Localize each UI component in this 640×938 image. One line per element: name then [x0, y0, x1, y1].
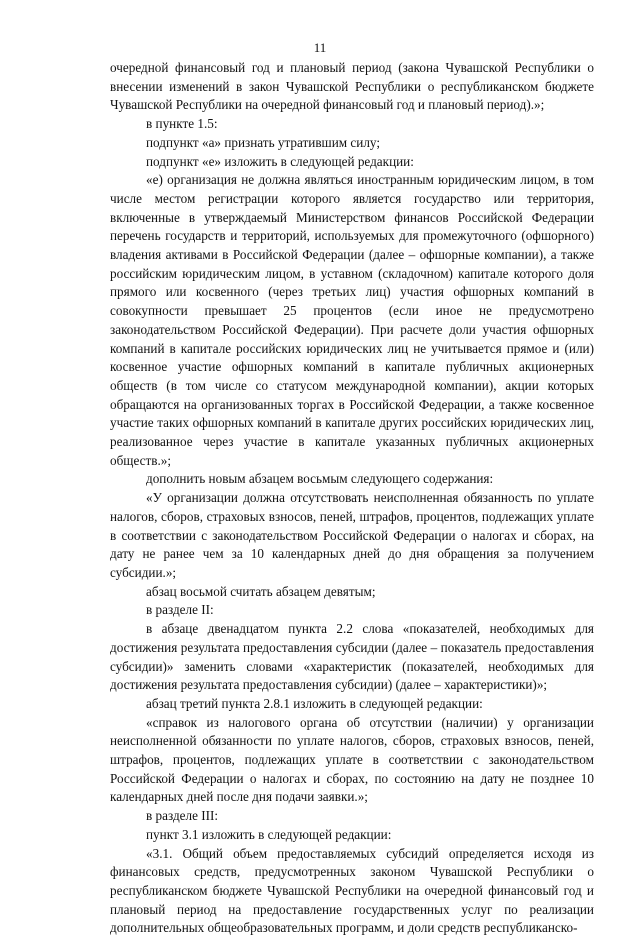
- paragraph: подпункт «е» изложить в следующей редакции:: [146, 153, 414, 169]
- paragraph: «справок из налогового органа об отсутствии (наличии) у организации неисполненной обязанности по уплате налогов, сборов, страховых взносов, пеней, штрафов, процентов, подлежащих уплате в соответствии с законодательством Российской Федерации о налогах и сборах, по состоянию на дату не позднее 10 календарных дней после дня подачи заявки.»;: [110, 714, 594, 805]
- paragraph: подпункт «а» признать утратившим силу;: [146, 134, 380, 150]
- paragraph: очередной финансовый год и плановый период (закона Чувашской Республики о внесении изменений в закон Чувашской Республики о республиканском бюджете Чувашской Республики на очередной финансовый год и плановый период).»;: [110, 60, 594, 113]
- page-number: 11: [313, 40, 327, 55]
- paragraph: абзац восьмой считать абзацем девятым;: [146, 583, 376, 599]
- document-body: [110, 59, 594, 938]
- paragraph: в разделе II:: [146, 602, 214, 618]
- paragraph: в пункте 1.5:: [146, 116, 218, 132]
- paragraph: абзац третий пункта 2.8.1 изложить в следующей редакции:: [146, 695, 483, 711]
- paragraph: пункт 3.1 изложить в следующей редакции:: [146, 826, 392, 842]
- paragraph: в разделе III:: [146, 808, 219, 824]
- paragraph: «3.1. Общий объем предоставляемых субсидий определяется исходя из финансовых средств, предусмотренных законом Чувашской Республики о республиканском бюджете Чувашской Республики на очередной финансовый год и плановый период на предоставление государственных услуг по реализации дополнительных общеобразовательных программ, и доли средств республиканско-: [110, 845, 594, 936]
- paragraph: «е) организация не должна являться иностранным юридическим лицом, в том числе местом регистрации которого является государство или территория, включенные в утверждаемый Министерством финансов Российской Федерации перечень государств и территорий, используемых для промежуточного (офшорного) владения активами в Российской Федерации (далее – офшорные компании), а также российским юридическим лицом, в уставном (складочном) капитале которого доля прямого или косвенного (через третьих лиц) участия офшорных компаний в совокупности превышает 25 процентов (если иное не предусмотрено законодательством Российской Федерации). При расчете доли участия офшорных компаний в капитале российских юридических лиц не учитывается прямое и (или) косвенное участие офшорных компаний в капитале публичных акционерных обществ (в том числе со статусом международной компании), акции которых обращаются на организованных торгах в Российской Федерации, а также косвенное участие таких офшорных компаний в капитале других российских юридических лиц, реализованное через участие в капитале указанных публичных акционерных обществ.»;: [110, 172, 594, 468]
- paragraph: дополнить новым абзацем восьмым следующего содержания:: [146, 471, 494, 487]
- paragraph: «У организации должна отсутствовать неисполненная обязанность по уплате налогов, сборов, страховых взносов, пеней, штрафов, процентов, подлежащих уплате в соответствии с законодательством Российской Федерации о налогах и сборах, на дату не ранее чем за 10 календарных дней до дня обращения за получением субсидии.»;: [110, 490, 594, 580]
- paragraph: в абзаце двенадцатом пункта 2.2 слова «показателей, необходимых для достижения результата предоставления субсидии (далее – показатель предоставления субсидии)» заменить словами «характеристик (показателей, необходимых для достижения результата предоставления субсидии) (далее – характеристики)»;: [110, 621, 594, 693]
